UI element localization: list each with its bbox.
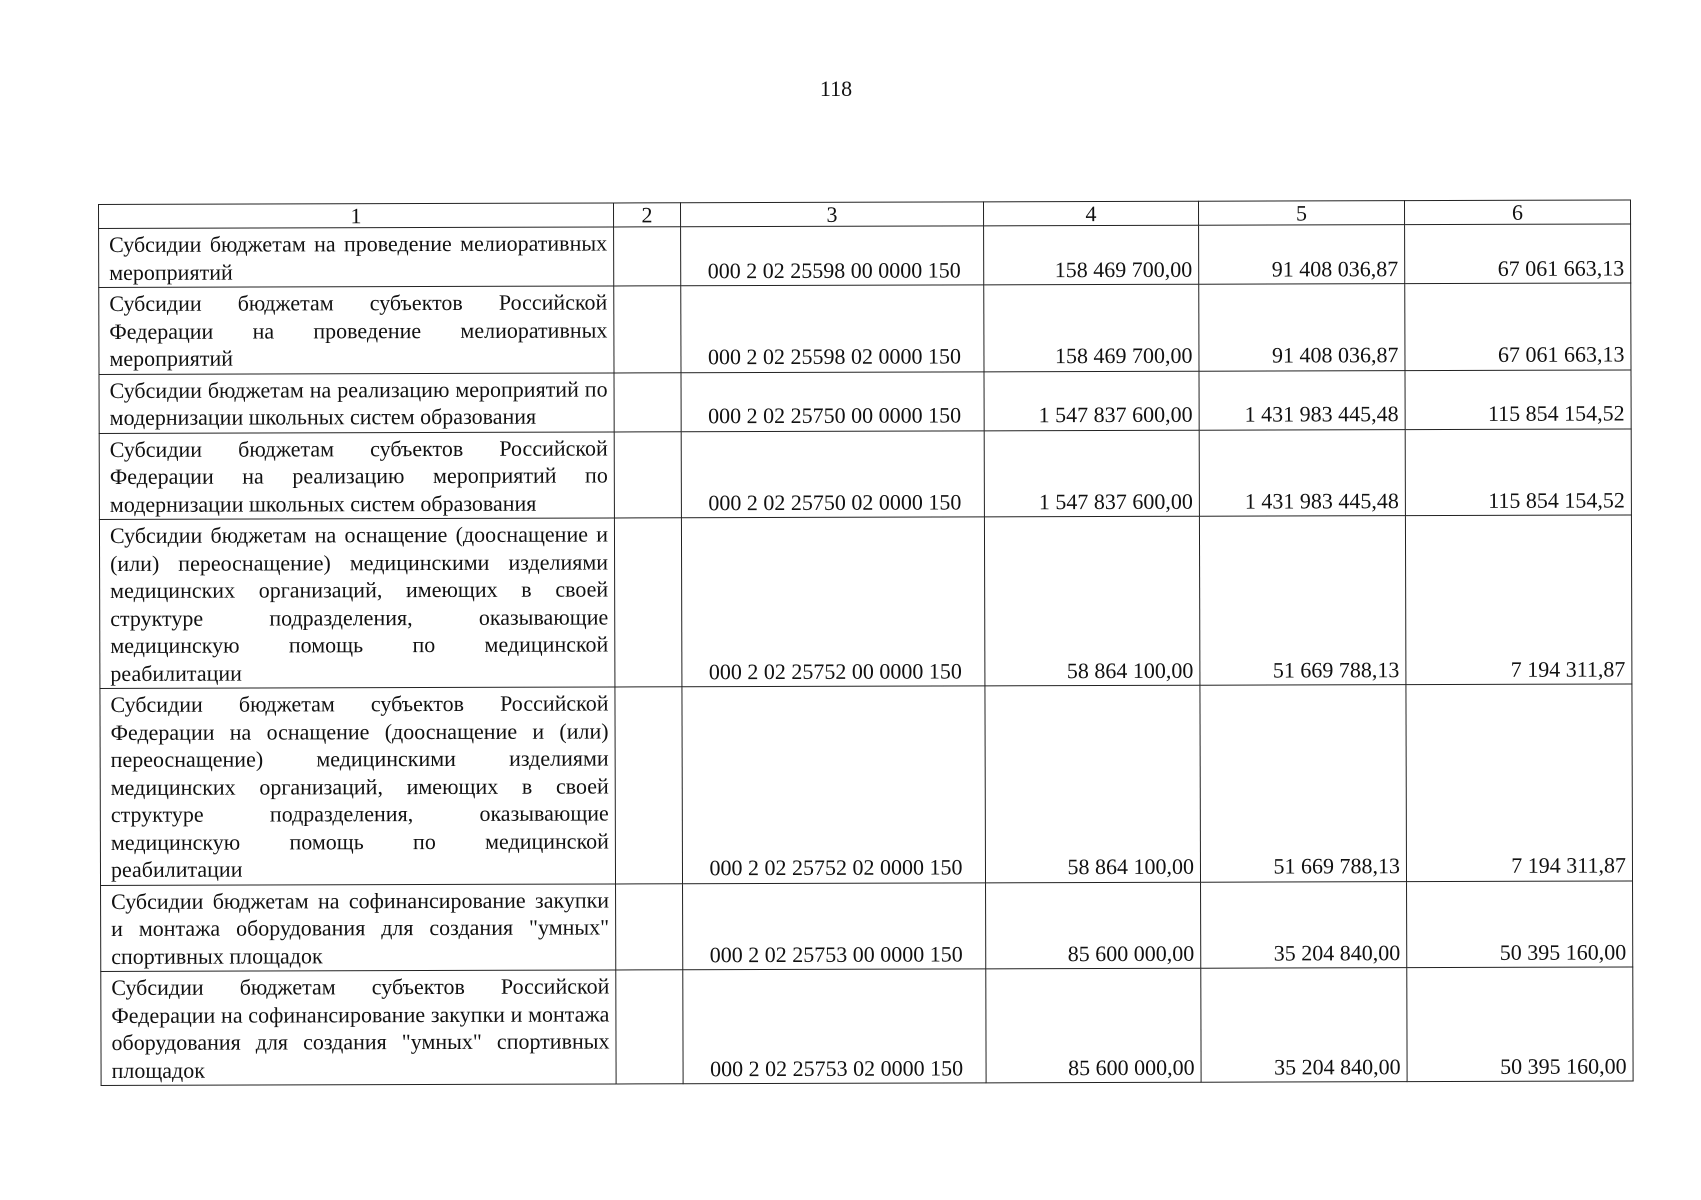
- row-name: Субсидии бюджетам субъектов Российской Федерации на оснащение (дооснащение и (или) переоснащение) медицинскими изделиями медицинских организаций, имеющих в своей структуре подразделения, оказывающие медицинскую помощь по медицинской реабилитации: [100, 687, 616, 885]
- column-header-4: 4: [983, 201, 1198, 226]
- column-header-2: 2: [613, 203, 680, 227]
- row-col6-value: 67 061 663,13: [1405, 224, 1631, 284]
- row-col4-value: 58 864 100,00: [984, 516, 1200, 686]
- row-code: 000 2 02 25598 02 0000 150: [681, 285, 984, 372]
- row-col5-value: 51 669 788,13: [1199, 516, 1406, 686]
- row-col4-value: 85 600 000,00: [986, 968, 1201, 1083]
- table-body: [99, 224, 1634, 1086]
- row-col6-value: 115 854 154,52: [1405, 428, 1631, 515]
- row-name: Субсидии бюджетам на софинансирование закупки и монтажа оборудования для создания "умных" спортивных площадок: [101, 883, 616, 971]
- table-row: [99, 369, 1631, 433]
- table-row: [99, 515, 1631, 689]
- row-name: Субсидии бюджетам на оснащение (дооснащение и (или) переоснащение) медицинскими изделиями медицинских организаций, имеющих в своей структуре подразделения, оказывающие медицинскую помощь по медицинской реабилитации: [99, 518, 614, 689]
- row-name: Субсидии бюджетам субъектов Российской Федерации на реализацию мероприятий по модернизации школьных систем образования: [99, 431, 614, 519]
- column-header-6: 6: [1404, 200, 1630, 225]
- row-code: 000 2 02 25753 02 0000 150: [683, 969, 986, 1084]
- row-code: 000 2 02 25750 02 0000 150: [681, 430, 984, 517]
- row-col4-value: 1 547 837 600,00: [984, 430, 1199, 517]
- table-row: [99, 224, 1631, 288]
- row-col5-value: 1 431 983 445,48: [1199, 429, 1405, 516]
- row-col2: [615, 687, 683, 884]
- row-col5-value: 91 408 036,87: [1199, 225, 1405, 285]
- column-header-1: 1: [99, 203, 614, 229]
- row-col2: [616, 883, 683, 970]
- row-col5-value: 51 669 788,13: [1200, 685, 1407, 882]
- row-name: Субсидии бюджетам на реализацию мероприятий по модернизации школьных систем образования: [99, 372, 614, 433]
- row-col4-value: 158 469 700,00: [984, 284, 1199, 371]
- row-name: Субсидии бюджетам субъектов Российской Федерации на софинансирование закупки и монтажа оборудования для создания "умных" спортивных площадок: [101, 970, 616, 1086]
- row-col4-value: 158 469 700,00: [984, 225, 1199, 285]
- table-row: [101, 967, 1633, 1086]
- table-row: [100, 684, 1633, 885]
- row-col2: [614, 286, 681, 373]
- row-col5-value: 91 408 036,87: [1199, 284, 1405, 371]
- row-col5-value: 35 204 840,00: [1201, 881, 1407, 968]
- row-col6-value: 50 395 160,00: [1407, 880, 1633, 967]
- row-name: Субсидии бюджетам на проведение мелиоративных мероприятий: [99, 227, 614, 288]
- row-col6-value: 7 194 311,87: [1405, 515, 1632, 685]
- budget-table: [98, 199, 1634, 1086]
- table-row: [101, 880, 1633, 971]
- column-header-3: 3: [680, 202, 983, 227]
- page-number: 118: [819, 76, 853, 101]
- row-code: 000 2 02 25753 00 0000 150: [683, 882, 986, 969]
- row-col6-value: 50 395 160,00: [1407, 967, 1633, 1082]
- table-row: [99, 283, 1631, 374]
- row-col2: [614, 518, 682, 687]
- column-header-5: 5: [1198, 201, 1404, 226]
- row-code: 000 2 02 25752 00 0000 150: [681, 517, 985, 687]
- row-col5-value: 1 431 983 445,48: [1199, 370, 1405, 430]
- table-row: [99, 428, 1631, 519]
- row-col4-value: 1 547 837 600,00: [984, 371, 1199, 431]
- row-col5-value: 35 204 840,00: [1201, 968, 1407, 1083]
- row-col6-value: 67 061 663,13: [1405, 283, 1631, 370]
- row-col6-value: 115 854 154,52: [1405, 369, 1631, 429]
- row-col2: [614, 227, 681, 286]
- row-code: 000 2 02 25750 00 0000 150: [681, 371, 984, 431]
- row-code: 000 2 02 25752 02 0000 150: [682, 686, 986, 883]
- row-col4-value: 58 864 100,00: [985, 685, 1201, 882]
- row-col2: [614, 431, 681, 518]
- row-col4-value: 85 600 000,00: [986, 882, 1201, 969]
- row-col6-value: 7 194 311,87: [1406, 684, 1633, 881]
- row-name: Субсидии бюджетам субъектов Российской Федерации на проведение мелиоративных мероприятий: [99, 286, 614, 374]
- row-col2: [616, 970, 683, 1084]
- row-code: 000 2 02 25598 00 0000 150: [681, 226, 984, 286]
- row-col2: [614, 372, 681, 431]
